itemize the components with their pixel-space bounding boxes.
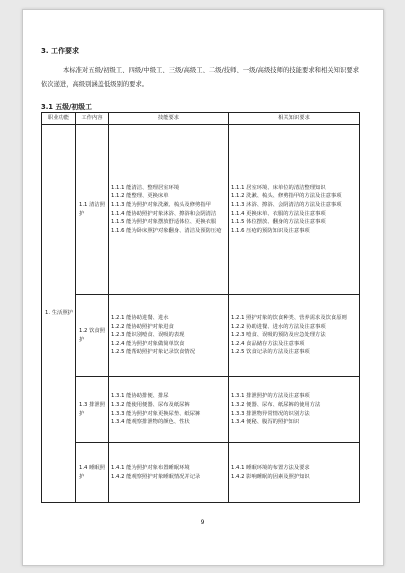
header-function: 职业功能 bbox=[42, 113, 76, 125]
knowledge-item: 1.1.2 洗漱、梳头、修剪指甲的方法及注意事项 bbox=[231, 193, 342, 200]
skill-item: 1.4.1 能为照护对象布置睡眠环境 bbox=[111, 464, 190, 471]
knowledge-item: 1.2.5 饮食记录的方法及注意事项 bbox=[231, 349, 310, 356]
knowledge-item: 1.3.4 便秘、腹泻的照护知识 bbox=[231, 419, 300, 426]
work-content-cell: 1.1 清洁照护 bbox=[76, 125, 109, 295]
subsection-title: 3.1 五级/初级工 bbox=[41, 103, 92, 111]
knowledge-item: 1.2.3 噎食、误吸的预防及应急处理方法 bbox=[231, 332, 326, 339]
knowledge-item: 1.1.6 压疮的预防知识及注意事项 bbox=[231, 227, 310, 234]
header-knowledge: 相关知识要求 bbox=[229, 113, 360, 125]
work-content-cell: 1.2 饮食照护 bbox=[76, 295, 109, 377]
knowledge-item: 1.4.1 睡眠环境的布置方法及要求 bbox=[231, 464, 310, 471]
page-number: 9 bbox=[200, 519, 205, 526]
skill-item: 1.2.1 能协助进餐、进水 bbox=[111, 315, 169, 322]
knowledge-item: 1.3.2 便器、尿布、纸尿裤的使用方法 bbox=[231, 401, 321, 408]
knowledge-item: 1.1.5 体位摆放、翻身的方法及注意事项 bbox=[231, 219, 326, 226]
skills-cell bbox=[109, 295, 229, 377]
skill-item: 1.3.1 能协助排便、排尿 bbox=[111, 393, 169, 400]
table-header-row bbox=[42, 113, 360, 125]
skill-item: 1.1.3 能为照护对象洗漱、梳头及修剪指甲 bbox=[111, 201, 211, 208]
skill-item: 1.1.4 能协助照护对象沐浴、擦浴和会阴清洁 bbox=[111, 210, 217, 217]
table-row bbox=[42, 125, 360, 295]
function-cell: 1. 生活照护 bbox=[42, 125, 76, 503]
table-row bbox=[42, 377, 360, 443]
skill-item: 1.1.1 能清洁、整理居室环境 bbox=[111, 184, 180, 191]
skill-item: 1.2.4 能为照护对象做简单饮食 bbox=[111, 340, 185, 347]
table-row bbox=[42, 443, 360, 503]
knowledge-item: 1.2.4 食品储存方法及注意事项 bbox=[231, 340, 305, 347]
knowledge-item: 1.1.4 更换床单、衣服的方法及注意事项 bbox=[231, 210, 326, 217]
table-row bbox=[42, 295, 360, 377]
knowledge-item: 1.2.2 协助进餐、进水的方法及注意事项 bbox=[231, 323, 326, 330]
section-title: 3. 工作要求 bbox=[41, 47, 79, 55]
header-skills: 技能要求 bbox=[109, 113, 229, 125]
knowledge-cell bbox=[229, 377, 360, 443]
skill-item: 1.1.5 能为照护对象摆放舒适体位、更换衣服 bbox=[111, 219, 217, 226]
skill-item: 1.2.3 能识别噎食、误吸的表现 bbox=[111, 332, 185, 339]
skills-cell bbox=[109, 125, 229, 295]
knowledge-item: 1.1.3 沐浴、擦浴、会阴清洁的方法及注意事项 bbox=[231, 201, 342, 208]
skill-item: 1.4.2 能观察照护对象睡眠情况并记录 bbox=[111, 473, 201, 480]
skill-item: 1.3.2 能使用便器、尿布及纸尿裤 bbox=[111, 401, 190, 408]
knowledge-cell bbox=[229, 443, 360, 503]
knowledge-cell bbox=[229, 295, 360, 377]
skill-item: 1.2.5 能帮助照护对象记录饮食情况 bbox=[111, 349, 196, 356]
intro-paragraph: 本标准对五级/初级工、四级/中级工、三级/高级工、二级/技师、一级/高级技师的技能要求和相关知识要求依次递进，高级别涵盖低级别的要求。 bbox=[41, 67, 359, 88]
requirements-table bbox=[41, 112, 360, 503]
skill-item: 1.1.6 能为卧床照护对象翻身、清洁及预防压疮 bbox=[111, 227, 222, 234]
skill-item: 1.1.2 能整理、更换床单 bbox=[111, 193, 169, 200]
skill-item: 1.3.3 能为照护对象更换尿垫、纸尿裤 bbox=[111, 410, 201, 417]
skills-cell bbox=[109, 377, 229, 443]
skill-item: 1.2.2 能协助照护对象进食 bbox=[111, 323, 174, 330]
work-content-cell: 1.3 排泄照护 bbox=[76, 377, 109, 443]
skills-cell bbox=[109, 443, 229, 503]
knowledge-item: 1.3.1 排泄照护的方法及注意事项 bbox=[231, 393, 310, 400]
work-content-cell: 1.4 睡眠照护 bbox=[76, 443, 109, 503]
knowledge-item: 1.4.2 影响睡眠的因素及照护知识 bbox=[231, 473, 310, 480]
knowledge-item: 1.3.3 排泄物异常情况的识别方法 bbox=[231, 410, 310, 417]
skill-item: 1.3.4 能观察排泄物的颜色、性状 bbox=[111, 419, 190, 426]
knowledge-item: 1.1.1 居室环境、床单位的清洁整理知识 bbox=[231, 184, 326, 191]
knowledge-cell bbox=[229, 125, 360, 295]
header-content: 工作内容 bbox=[76, 113, 109, 125]
knowledge-item: 1.2.1 照护对象的饮食种类、营养需求及饮食原则 bbox=[231, 315, 347, 322]
